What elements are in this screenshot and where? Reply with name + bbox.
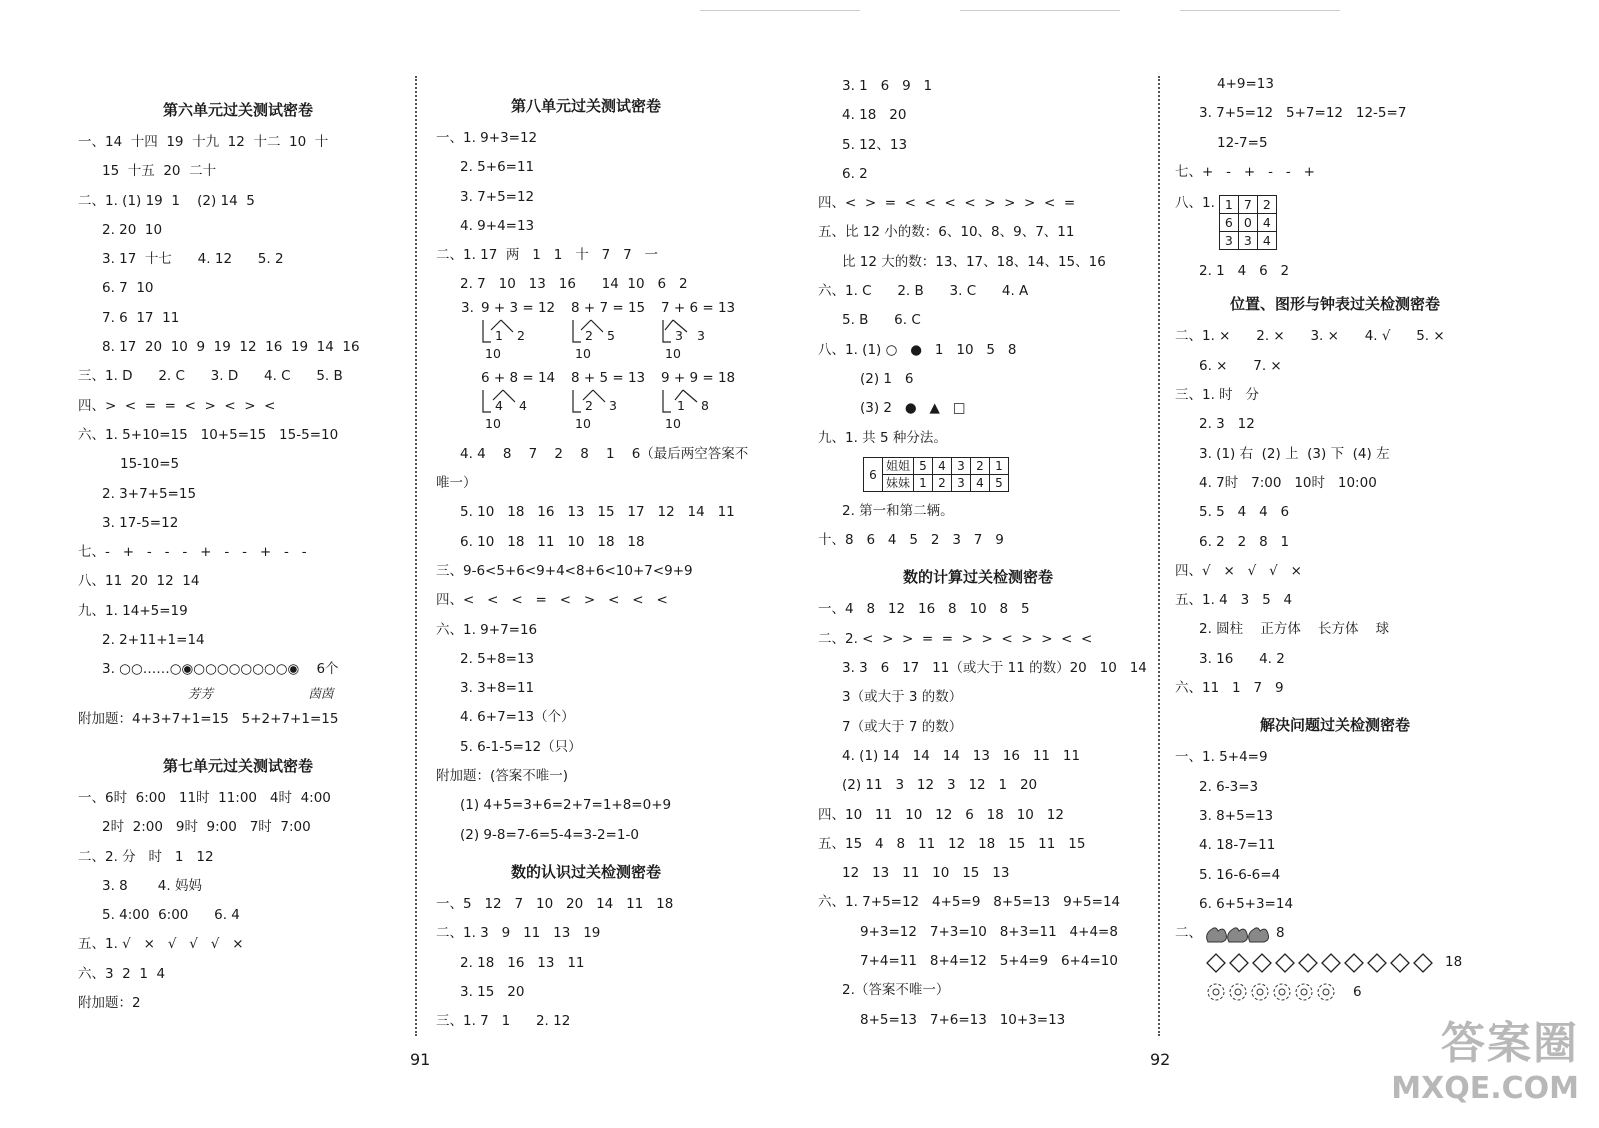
cell: 4 — [971, 475, 990, 492]
flower-icon — [1205, 981, 1345, 1003]
answer-line: 八、11 20 12 14 — [78, 573, 200, 590]
section-title: 数的认识过关检测密卷 — [510, 862, 661, 881]
top-rule — [1180, 10, 1340, 11]
number-grid — [1219, 195, 1277, 250]
grid-cell: 7 — [1238, 195, 1257, 213]
answer-line: 4. 9+4=13 — [460, 217, 535, 234]
answer-line: 二、1. (1) 19 1 (2) 14 5 — [78, 192, 255, 209]
section-title: 数的计算过关检测密卷 — [902, 568, 1053, 587]
answer-line: 4. 4 8 7 2 8 1 6（最后两空答案不 — [460, 445, 749, 462]
answer-line: 6. 2 — [842, 165, 868, 182]
answer-line: 五、15 4 8 11 12 18 15 11 15 — [818, 835, 1086, 852]
answer-line: 3. 3 6 17 11（或大于 11 的数）20 10 14 — [842, 660, 1147, 677]
sketch-equation: 7 + 6 = 13 — [661, 299, 736, 316]
answer-line: 4. 18-7=11 — [1199, 837, 1276, 854]
answer-line: 2. 圆柱 正方体 长方体 球 — [1199, 621, 1390, 638]
answer-line: 2. 5+6=11 — [460, 159, 535, 176]
answer-line: 12-7=5 — [1217, 134, 1268, 151]
answer-line: 8+5=13 7+6=13 10+3=13 — [860, 1011, 1066, 1028]
grid-cell: 3 — [1238, 231, 1257, 249]
sketch-part: 3 — [697, 327, 705, 343]
answer-line: 3. (1) 右 (2) 上 (3) 下 (4) 左 — [1199, 445, 1390, 462]
grid-cell: 1 — [1219, 195, 1238, 213]
sketch-equation: 9 + 3 = 12 — [481, 299, 556, 316]
answer-line: 5. 16-6-6=4 — [1199, 866, 1281, 883]
answer-line: 三、1. 7 1 2. 12 — [436, 1013, 571, 1030]
top-rule — [960, 10, 1120, 11]
answer-line: 3（或大于 3 的数） — [842, 689, 963, 706]
diamond-icon — [1205, 952, 1437, 974]
answer-line: 4+9=13 — [1217, 76, 1274, 92]
answer-line: 二、2. 分 时 1 12 — [78, 848, 214, 865]
sketch-part: 4 — [495, 397, 503, 413]
split-total: 6 — [864, 458, 883, 492]
sketch-equation: 9 + 9 = 18 — [661, 369, 736, 386]
answer-line: (2) 1 6 — [860, 370, 914, 387]
answer-line: 5. 5 4 4 6 — [1199, 504, 1290, 521]
grid-cell: 3 — [1219, 231, 1238, 249]
answer-line: (2) 9-8=7-6=5-4=3-2=1-0 — [460, 826, 639, 843]
section-title: 第七单元过关测试密卷 — [162, 756, 313, 775]
answer-line: 3. 17 十七 4. 12 5. 2 — [102, 251, 284, 268]
answer-line: 4. 7时 7:00 10时 10:00 — [1199, 474, 1377, 491]
sketch-part: 2 — [517, 327, 525, 343]
peach-count: 8 — [1276, 925, 1285, 942]
answer-line: 六、1. C 2. B 3. C 4. A — [818, 283, 1029, 300]
top-rule — [700, 10, 860, 11]
answer-line: 2. 18 16 13 11 — [460, 954, 585, 971]
answer-line: 2.（答案不唯一） — [842, 982, 950, 999]
answer-line: (2) 11 3 12 3 12 1 20 — [842, 777, 1038, 794]
answer-line: 5. 10 18 16 13 15 17 12 14 11 — [460, 504, 735, 521]
question-number: 二、 — [1175, 925, 1202, 942]
sketch-part: 2 — [585, 327, 593, 343]
answer-line: 一、1. 5+4=9 — [1175, 749, 1268, 766]
answer-line: 3. 8+5=13 — [1199, 807, 1274, 824]
answer-line: 9+3=12 7+3=10 8+3=11 4+4=8 — [860, 923, 1118, 940]
answer-line: 2. 第一和第二辆。 — [842, 502, 954, 519]
sketch-equation: 6 + 8 = 14 — [481, 369, 556, 386]
answer-line: 3. 16 4. 2 — [1199, 650, 1285, 667]
answer-line: 五、比 12 小的数：6、10、8、9、7、11 — [818, 224, 1075, 241]
answer-line: 5. B 6. C — [842, 312, 921, 329]
answer-line: 2. 7 10 13 16 14 10 6 2 — [460, 276, 688, 293]
answer-line: 三、1. D 2. C 3. D 4. C 5. B — [78, 368, 343, 385]
answer-line: 2. 20 10 — [102, 221, 163, 238]
answer-line: 7（或大于 7 的数） — [842, 718, 963, 735]
question-number: 八、1. — [1175, 195, 1215, 212]
answer-line: 六、1. 7+5=12 4+5=9 8+5=13 9+5=14 — [818, 894, 1121, 911]
make-ten-sketch-row — [461, 300, 776, 370]
answer-line: 一、4 8 12 16 8 10 8 5 — [818, 601, 1030, 618]
make-ten-sketch-row — [461, 370, 776, 440]
sketch-lines — [461, 300, 781, 370]
column-2 — [436, 88, 776, 1036]
section-title: 第六单元过关测试密卷 — [162, 101, 313, 119]
answer-line: 7. 6 17 11 — [102, 309, 180, 326]
answer-line: 芳芳 茵茵 — [188, 685, 334, 701]
answer-line: 九、1. 14+5=19 — [78, 602, 188, 619]
answer-line: 4. 18 20 — [842, 107, 907, 124]
answer-line: 2. 1 4 6 2 — [1199, 263, 1290, 280]
answer-line: 附加题：2 — [78, 995, 141, 1012]
cell: 3 — [952, 458, 971, 475]
answer-line: 六、3 2 1 4 — [78, 965, 166, 982]
answer-line: 3. 3+8=11 — [460, 680, 535, 697]
answer-line: 五、1. √ × √ √ √ × — [78, 936, 244, 953]
cell: 3 — [952, 475, 971, 492]
sketch-equation: 8 + 7 = 15 — [571, 299, 646, 316]
answer-line: 3. 7+5=12 — [460, 188, 535, 205]
column-1 — [78, 92, 398, 1018]
answer-line: 四、√ × √ √ × — [1175, 562, 1302, 579]
answer-line: 4. 6+7=13（个） — [460, 709, 575, 726]
sketch-part: 3 — [609, 397, 617, 413]
sketch-ten: 10 — [575, 345, 591, 361]
question-number: 3. — [461, 299, 474, 316]
answer-line: 附加题：4+3+7+1=15 5+2+7+1=15 — [78, 710, 339, 727]
sketch-part: 4 — [519, 397, 527, 413]
sketch-equation: 8 + 5 = 13 — [571, 369, 646, 386]
answer-line: 十、8 6 4 5 2 3 7 9 — [818, 532, 1004, 549]
grid-cell: 4 — [1257, 231, 1276, 249]
answer-line: 15 十五 20 二十 — [102, 163, 217, 180]
column-3 — [818, 72, 1147, 1035]
answer-line: 5. 4:00 6:00 6. 4 — [102, 907, 240, 924]
answer-line: 6. 2 2 8 1 — [1199, 533, 1290, 550]
answer-line: (3) 2 ● ▲ □ — [860, 400, 966, 417]
answer-line: 6. 7 10 — [102, 280, 154, 297]
flower-count: 6 — [1353, 983, 1362, 1000]
answer-line: 一、14 十四 19 十九 12 十二 10 十 — [78, 134, 329, 150]
answer-line: 四、> < = = < > < > < — [78, 397, 276, 414]
cell: 2 — [971, 458, 990, 475]
answer-line: 4. (1) 14 14 14 13 16 11 11 — [842, 747, 1081, 764]
section-title: 位置、图形与钟表过关检测密卷 — [1229, 295, 1440, 314]
sketch-ten: 10 — [485, 345, 501, 361]
answer-line: 5. 6-1-5=12（只） — [460, 738, 582, 755]
answer-line: 一、6时 6:00 11时 11:00 4时 4:00 — [78, 789, 331, 806]
sketch-part: 1 — [495, 327, 503, 343]
watermark — [1391, 1007, 1579, 1106]
grid-cell: 0 — [1238, 213, 1257, 231]
answer-line: 2. 5+8=13 — [460, 650, 535, 667]
sketch-part: 3 — [675, 327, 683, 343]
answer-line: 一、5 12 7 10 20 14 11 18 — [436, 895, 674, 912]
column-4 — [1175, 70, 1495, 1007]
answer-line: 一、1. 9+3=12 — [436, 130, 538, 146]
answer-line: 3. 1 6 9 1 — [842, 78, 933, 94]
answer-line: 8. 17 20 10 9 19 12 16 19 14 16 — [102, 339, 360, 356]
peach-icon — [1202, 922, 1272, 946]
sketch-part: 8 — [701, 397, 709, 413]
answer-line: 六、11 1 7 9 — [1175, 680, 1284, 697]
cell: 2 — [933, 475, 952, 492]
page-number-left: 91 — [410, 1050, 431, 1069]
answer-line: 15-10=5 — [120, 456, 180, 473]
sketch-lines — [461, 370, 781, 440]
section-title: 第八单元过关测试密卷 — [510, 97, 661, 115]
cell: 1 — [990, 458, 1009, 475]
answer-line: 6. 10 18 11 10 18 18 — [460, 533, 645, 550]
watermark-url: MXQE.COM — [1391, 1071, 1579, 1106]
sketch-ten: 10 — [665, 415, 681, 431]
grid-cell: 6 — [1219, 213, 1238, 231]
cell: 1 — [914, 475, 933, 492]
answer-line: 附加题：(答案不唯一) — [436, 768, 569, 785]
page-number-right: 92 — [1150, 1050, 1171, 1069]
answer-line: 3. 17-5=12 — [102, 514, 179, 531]
answer-line: 6. 6+5+3=14 — [1199, 895, 1294, 912]
answer-line: 七、- + - - - + - - + - - — [78, 544, 307, 561]
answer-line: 七、+ - + - - + — [1175, 163, 1315, 180]
answer-line — [1175, 919, 1495, 948]
answer-line: (1) 4+5=3+6=2+7=1+8=0+9 — [460, 797, 672, 814]
answer-line: 二、2. < > > = = > > < > > < < — [818, 630, 1093, 647]
sketch-ten: 10 — [575, 415, 591, 431]
answer-line: 12 13 11 10 15 13 — [842, 865, 1010, 882]
sketch-part: 1 — [677, 397, 685, 413]
answer-line: 2. 6-3=3 — [1199, 778, 1259, 795]
answer-line: 六、1. 5+10=15 10+5=15 15-5=10 — [78, 426, 339, 443]
answer-line: 三、9-6<5+6<9+4<8+6<10+7<9+9 — [436, 562, 693, 579]
answer-line: 二、1. 17 两 1 1 十 7 7 一 — [436, 247, 659, 264]
answer-line: 唯一） — [436, 475, 477, 492]
answer-line: 3. ○○……○◉○○○○○○○○◉ 6个 — [102, 661, 339, 678]
answer-line: 三、1. 时 分 — [1175, 387, 1260, 404]
answer-line: 7+4=11 8+4=12 5+4=9 6+4=10 — [860, 953, 1118, 970]
answer-line: 5. 12、13 — [842, 136, 908, 153]
answer-line: 五、1. 4 3 5 4 — [1175, 592, 1293, 609]
split-table — [863, 457, 1009, 492]
answer-line: 八、1. (1) ○ ● 1 10 5 8 — [818, 341, 1017, 358]
cell: 4 — [933, 458, 952, 475]
grid-cell: 4 — [1257, 213, 1276, 231]
answer-line: 2. 3+7+5=15 — [102, 485, 197, 502]
answer-line: 六、1. 9+7=16 — [436, 621, 538, 638]
grid-cell: 2 — [1257, 195, 1276, 213]
split-table-row — [818, 453, 1138, 497]
answer-line: 2时 2:00 9时 9:00 7时 7:00 — [102, 819, 311, 836]
watermark-text: 答案圈 — [1441, 1018, 1579, 1069]
row-label: 妹妹 — [883, 475, 914, 492]
answer-line — [1175, 978, 1495, 1007]
answer-line: 四、< < < = < > < < < — [436, 592, 668, 609]
answer-line: 2. 2+11+1=14 — [102, 632, 205, 649]
answer-line: 二、1. 3 9 11 13 19 — [436, 925, 601, 942]
answer-line: 二、1. × 2. × 3. × 4. √ 5. × — [1175, 328, 1445, 345]
answer-line: 3. 7+5=12 5+7=12 12-5=7 — [1199, 105, 1407, 122]
answer-line: 2. 3 12 — [1199, 416, 1255, 433]
column-divider — [415, 76, 417, 1036]
answer-line: 四、10 11 10 12 6 18 10 12 — [818, 806, 1064, 823]
cell: 5 — [914, 458, 933, 475]
sketch-ten: 10 — [665, 345, 681, 361]
answer-line: 3. 8 4. 妈妈 — [102, 877, 202, 894]
answer-line: 比 12 大的数：13、17、18、14、15、16 — [842, 253, 1106, 270]
sketch-ten: 10 — [485, 415, 501, 431]
section-title: 解决问题过关检测密卷 — [1259, 716, 1410, 735]
row-label: 姐姐 — [883, 458, 914, 475]
sketch-part: 5 — [607, 327, 615, 343]
answer-line: 3. 15 20 — [460, 983, 525, 1000]
answer-line: 6. × 7. × — [1199, 357, 1282, 374]
number-grid-row — [1175, 187, 1495, 257]
diamond-count: 18 — [1445, 954, 1463, 971]
column-divider — [1158, 76, 1160, 1036]
answer-line — [1175, 948, 1495, 977]
sketch-part: 2 — [585, 397, 593, 413]
answer-line: 九、1. 共 5 种分法。 — [818, 429, 947, 446]
cell: 5 — [990, 475, 1009, 492]
answer-line: 四、< > = < < < < > > > < = — [818, 195, 1076, 212]
